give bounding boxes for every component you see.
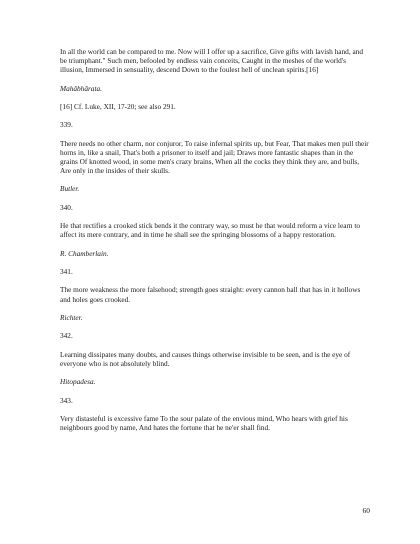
attribution: Mahâbhârata.: [60, 83, 102, 93]
attribution: Richter.: [60, 312, 83, 322]
verse-text: Very distasteful is excessive fame To the sour palate of the envious mind, Who hears with grief his neighbours good by name, And hates the fortune that he ne'er shall find.: [60, 414, 348, 433]
prose-text: Learning dissipates many doubts, and causes things otherwise invisible to be seen, and is the eye of everyone who is not absolutely blind.: [60, 349, 351, 368]
prose-text: The more weakness the more falsehood; strength goes straight: every cannon ball that has in it hollows and holes goes crooked.: [60, 285, 361, 304]
prose-text: He that rectifies a crooked stick bends it the contrary way, so must he that would reform a vice learn to affect its mere contrary, and in time he shall see the springing blossoms of a happy restoration.: [60, 221, 361, 240]
entry-number: 343.: [60, 395, 73, 405]
page-number: 60: [362, 506, 370, 515]
attribution: Hitopadesa.: [60, 377, 96, 387]
entry-number: 339.: [60, 120, 73, 130]
attribution: Butler.: [60, 184, 80, 194]
attribution: R. Chamberlain.: [60, 248, 109, 258]
entry-number: 342.: [60, 331, 73, 341]
verse-text: There needs no other charm, nor conjuror, To raise infernal spirits up, but Fear, That makes men pull their horns in, like a snail, That's both a prisoner to itself and jail; Draws more fantastic shapes than in the grains Of knotted wood, in some men's crazy brains, When all the cocks they think they are, and bulls, Are only in the insides of their skulls.: [60, 138, 369, 176]
entry-number: 340.: [60, 202, 73, 212]
entry-number: 341.: [60, 267, 73, 277]
footnote: [16] Cf. Luke, XII, 17-20; see also 291.: [60, 101, 176, 111]
page-content: [60, 47, 370, 441]
verse-text: In all the world can be compared to me. Now will I offer up a sacrifice, Give gifts with lavish hand, and be triumphant." Such men, befooled by endless vain conceits, Caught in the meshes of the world's illusion, Immersed in sensuality, descend Down to the foulest hell of unclean spirits.[16]: [60, 47, 363, 75]
